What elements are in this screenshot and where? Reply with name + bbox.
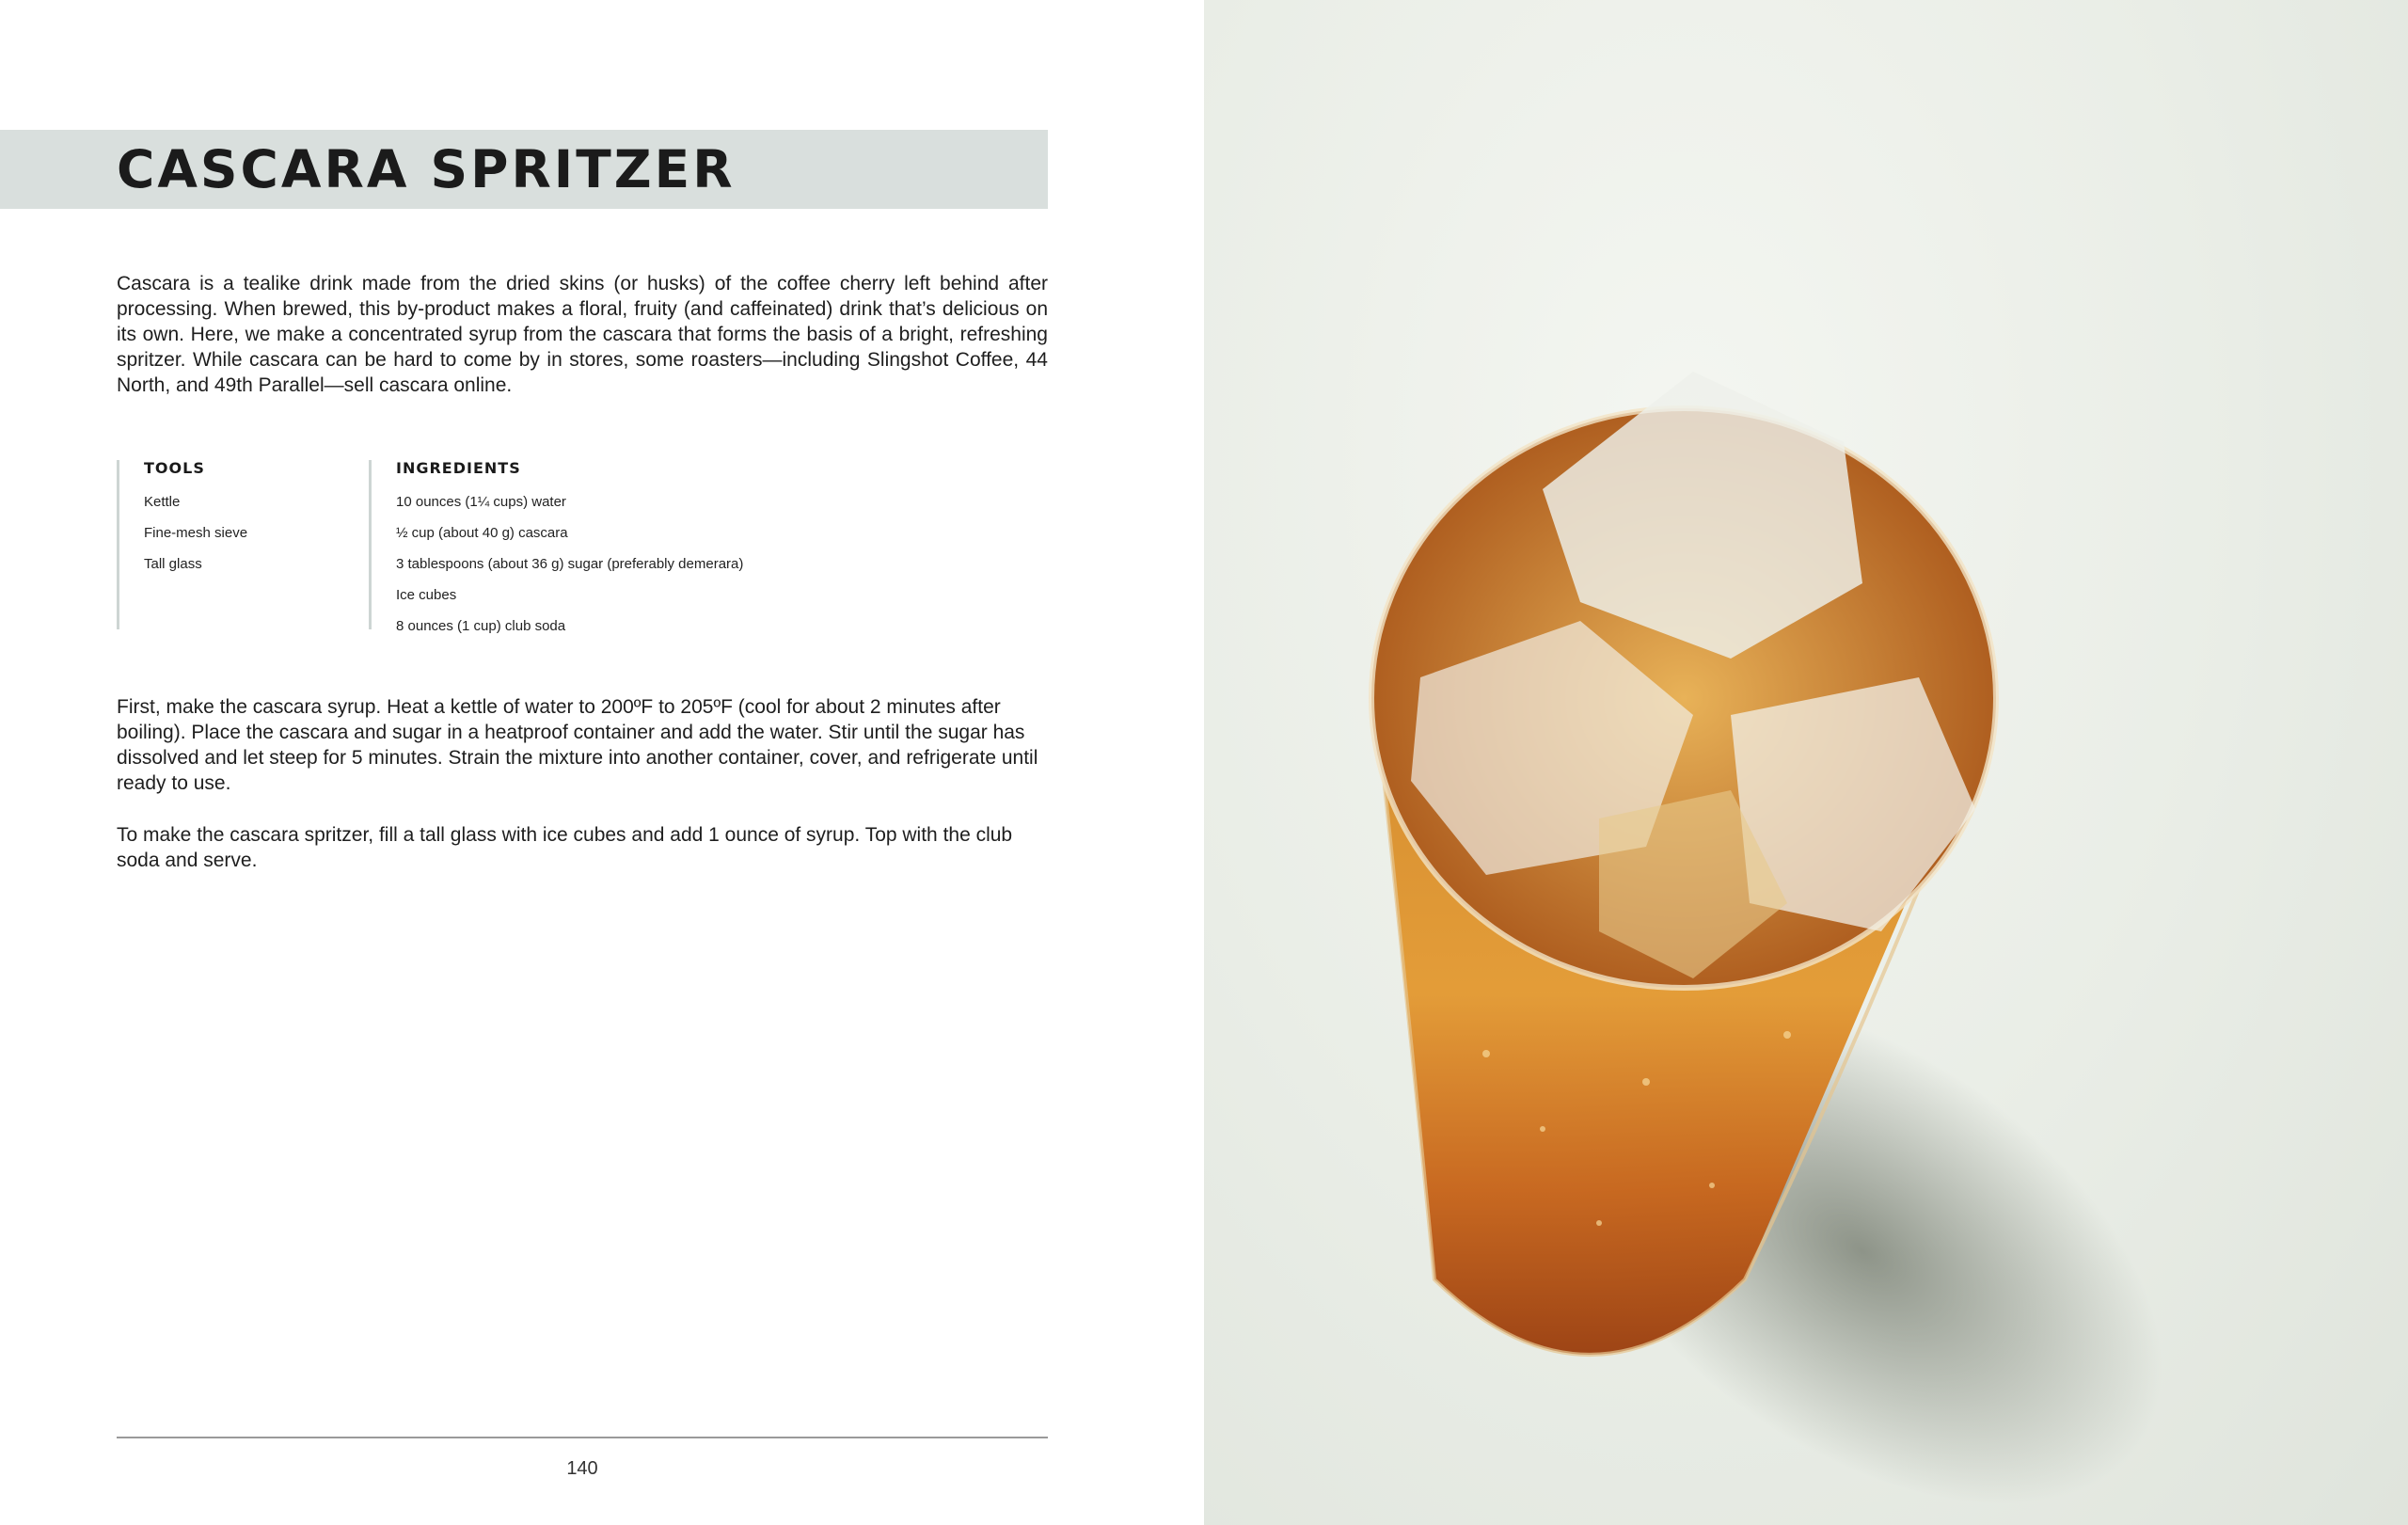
recipe-title: CASCARA SPRITZER [117,139,736,199]
method-step: To make the cascara spritzer, fill a tall glass with ice cubes and add 1 ounce of syrup. Top with the club soda and serve. [117,824,1013,871]
tools-section [117,460,360,629]
ingredient-item: 3 tablespoons (about 36 g) sugar (preferably demerara) [396,556,744,572]
ingredient-item: Ice cubes [396,587,457,603]
tool-item: Tall glass [144,556,202,572]
ingredients-list [396,486,998,642]
ingredient-item: 8 ounces (1 cup) club soda [396,618,566,634]
ingredient-item: 10 ounces (1¼ cups) water [396,494,566,510]
drink-photo [1204,0,2408,1525]
footer-rule [117,1437,1048,1438]
tool-item: Fine-mesh sieve [144,525,248,541]
tools-list [144,486,360,580]
ingredients-heading: INGREDIENTS [396,459,521,477]
tools-heading: TOOLS [144,459,205,477]
ingredients-section [369,459,998,634]
tool-item: Kettle [144,494,181,510]
iced-drink-illustration [1204,0,2408,1525]
method-step: First, make the cascara syrup. Heat a kettle of water to 200ºF to 205ºF (cool for about 2 minutes after boiling). Place the cascara and sugar in a heatproof container and add the water. Stir until the sugar has dissolved and let steep for 5 minutes. Strain the mixture into another container, cover, and refrigerate until ready to use. [117,696,1038,794]
ingredient-item: ½ cup (about 40 g) cascara [396,525,568,541]
recipe-intro: Cascara is a tealike drink made from the dried skins (or husks) of the coffee cherry left behind after processing. When brewed, this by-product makes a floral, fruity (and caffeinated) drink that’s delicious on its own. Here, we make a concentrated syrup from the cascara that forms the basis of a bright, refreshing spritzer. While cascara can be hard to come by in stores, some roasters—including Slingshot Coffee, 44 North, and 49th Parallel—sell cascara online. [117,273,1048,396]
page-number: 140 [566,1458,598,1479]
